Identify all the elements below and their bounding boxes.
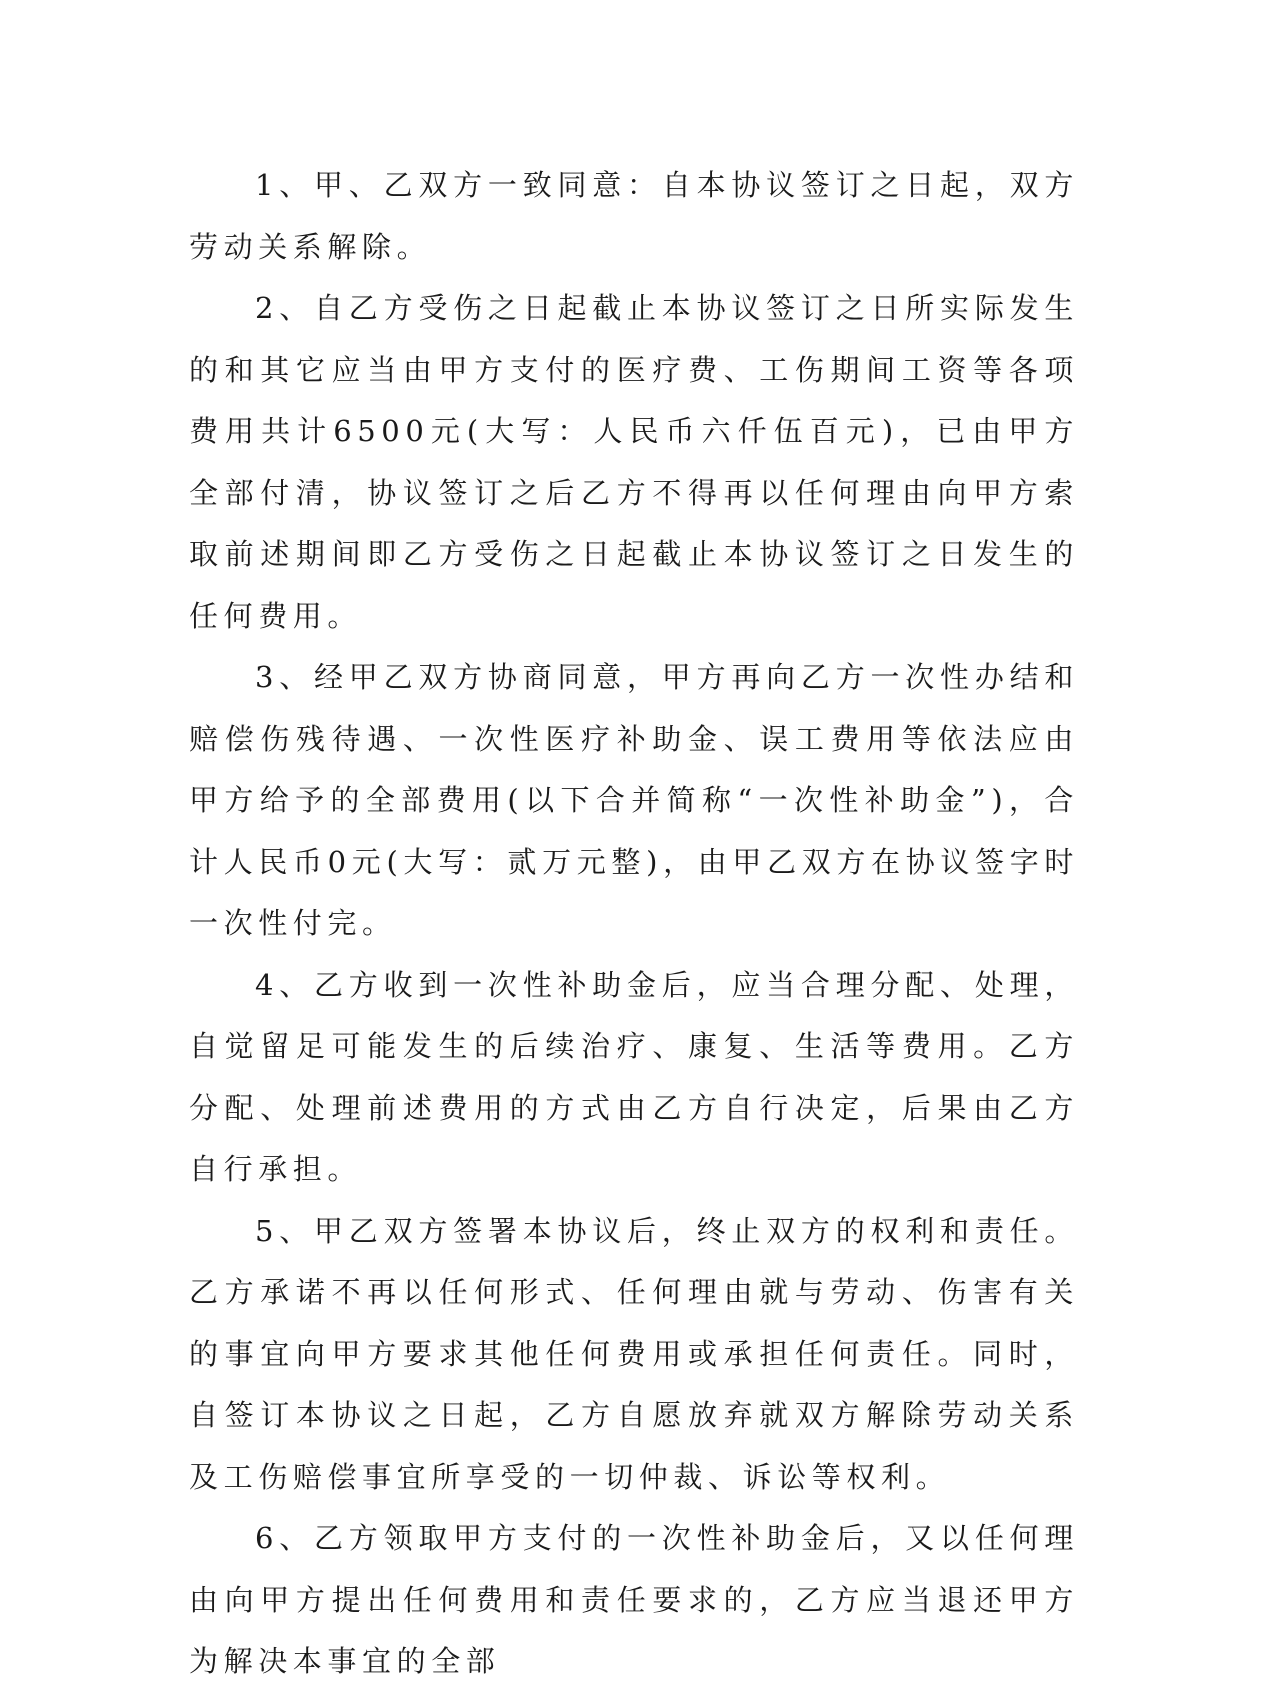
clause-1: 1、甲、乙双方一致同意：自本协议签订之日起，双方劳动关系解除。 — [189, 168, 1079, 264]
clause-5: 5、甲乙双方签署本协议后，终止双方的权利和责任。乙方承诺不再以任何形式、任何理由就与劳动、伤害有关的事宜向甲方要求其他任何费用或承担任何责任。同时，自签订本协议之日起，乙方自愿放弃就双方解除劳动关系及工伤赔偿事宜所享受的一切仲裁、诉讼等权利。 — [189, 1213, 1079, 1494]
clause-6: 6、乙方领取甲方支付的一次性补助金后，又以任何理由向甲方提出任何费用和责任要求的，乙方应当退还甲方为解决本事宜的全部 — [189, 1521, 1079, 1678]
clause-4: 4、乙方收到一次性补助金后，应当合理分配、处理，自觉留足可能发生的后续治疗、康复、生活等费用。乙方分配、处理前述费用的方式由乙方自行决定，后果由乙方自行承担。 — [189, 967, 1079, 1186]
document-body — [189, 155, 1079, 1693]
clause-3: 3、经甲乙双方协商同意，甲方再向乙方一次性办结和赔偿伤残待遇、一次性医疗补助金、误工费用等依法应由甲方给予的全部费用(以下合并简称“一次性补助金”)，合计人民币0元(大写：贰万元整)，由甲乙双方在协议签字时一次性付完。 — [189, 660, 1079, 940]
clause-2: 2、自乙方受伤之日起截止本协议签订之日所实际发生的和其它应当由甲方支付的医疗费、工伤期间工资等各项费用共计6500元(大写：人民币六仟伍百元)，已由甲方全部付清，协议签订之后乙方不得再以任何理由向甲方索取前述期间即乙方受伤之日起截止本协议签订之日发生的任何费用。 — [189, 291, 1079, 633]
